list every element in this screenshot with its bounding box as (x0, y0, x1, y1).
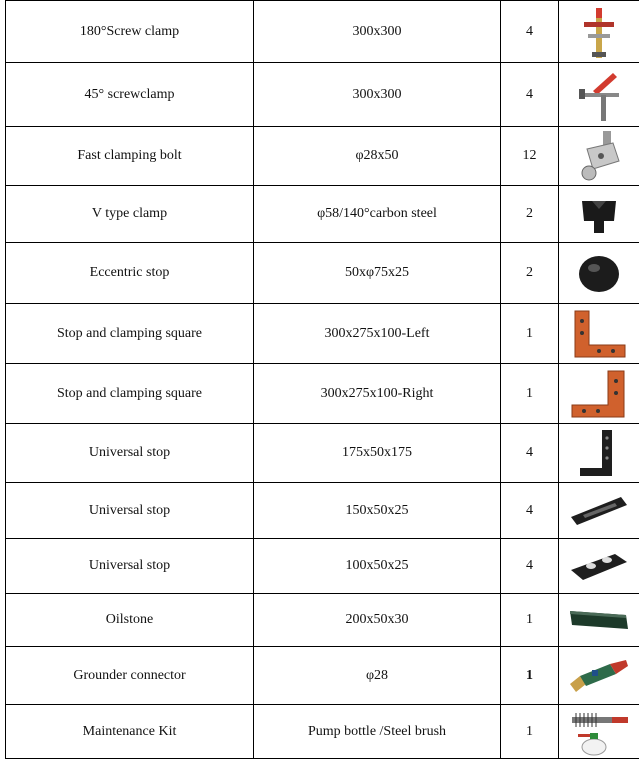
item-name: V type clamp (6, 186, 254, 243)
item-qty: 4 (501, 1, 559, 63)
item-name: Eccentric stop (6, 243, 254, 304)
oilstone-icon (559, 594, 639, 647)
item-qty: 1 (501, 364, 559, 424)
parts-table (5, 0, 639, 759)
item-qty: 1 (501, 647, 559, 705)
item-name: Universal stop (6, 539, 254, 594)
universal-stop-slot-icon (559, 483, 639, 539)
item-name: Universal stop (6, 483, 254, 539)
table-row (6, 705, 639, 759)
table-row (6, 594, 639, 647)
item-spec: φ58/140°carbon steel (254, 186, 501, 243)
item-qty: 2 (501, 243, 559, 304)
table-row (6, 186, 639, 243)
table-row (6, 63, 639, 127)
item-name: Universal stop (6, 424, 254, 483)
maintenance-kit-icon (559, 705, 639, 759)
screw-clamp-180-icon (559, 1, 639, 63)
item-qty: 4 (501, 424, 559, 483)
table-row (6, 647, 639, 705)
item-name: Stop and clamping square (6, 364, 254, 424)
item-name: Grounder connector (6, 647, 254, 705)
universal-stop-holes-icon (559, 539, 639, 594)
item-spec: 175x50x175 (254, 424, 501, 483)
item-qty: 12 (501, 127, 559, 186)
item-qty: 4 (501, 539, 559, 594)
table-row (6, 364, 639, 424)
table-row (6, 243, 639, 304)
item-qty: 4 (501, 63, 559, 127)
item-spec: 200x50x30 (254, 594, 501, 647)
table-row (6, 304, 639, 364)
item-qty: 2 (501, 186, 559, 243)
item-spec: φ28 (254, 647, 501, 705)
item-qty: 1 (501, 705, 559, 759)
screw-clamp-45-icon (559, 63, 639, 127)
clamping-bolt-icon (559, 127, 639, 186)
universal-stop-angle-icon (559, 424, 639, 483)
item-name: Maintenance Kit (6, 705, 254, 759)
grounder-connector-icon (559, 647, 639, 705)
item-name: 45° screwclamp (6, 63, 254, 127)
item-name: Oilstone (6, 594, 254, 647)
v-clamp-icon (559, 186, 639, 243)
item-name: Stop and clamping square (6, 304, 254, 364)
item-spec: 100x50x25 (254, 539, 501, 594)
square-left-icon (559, 304, 639, 364)
table-row (6, 539, 639, 594)
item-qty: 1 (501, 304, 559, 364)
table-row (6, 483, 639, 539)
item-spec: 300x275x100-Left (254, 304, 501, 364)
item-spec: 300x300 (254, 63, 501, 127)
item-spec: 50xφ75x25 (254, 243, 501, 304)
item-qty: 4 (501, 483, 559, 539)
table-row (6, 127, 639, 186)
item-spec: Pump bottle /Steel brush (254, 705, 501, 759)
item-name: Fast clamping bolt (6, 127, 254, 186)
item-name: 180°Screw clamp (6, 1, 254, 63)
table-row (6, 424, 639, 483)
table-row (6, 1, 639, 63)
item-qty: 1 (501, 594, 559, 647)
item-spec: φ28x50 (254, 127, 501, 186)
square-right-icon (559, 364, 639, 424)
item-spec: 300x300 (254, 1, 501, 63)
item-spec: 300x275x100-Right (254, 364, 501, 424)
item-spec: 150x50x25 (254, 483, 501, 539)
eccentric-stop-icon (559, 243, 639, 304)
